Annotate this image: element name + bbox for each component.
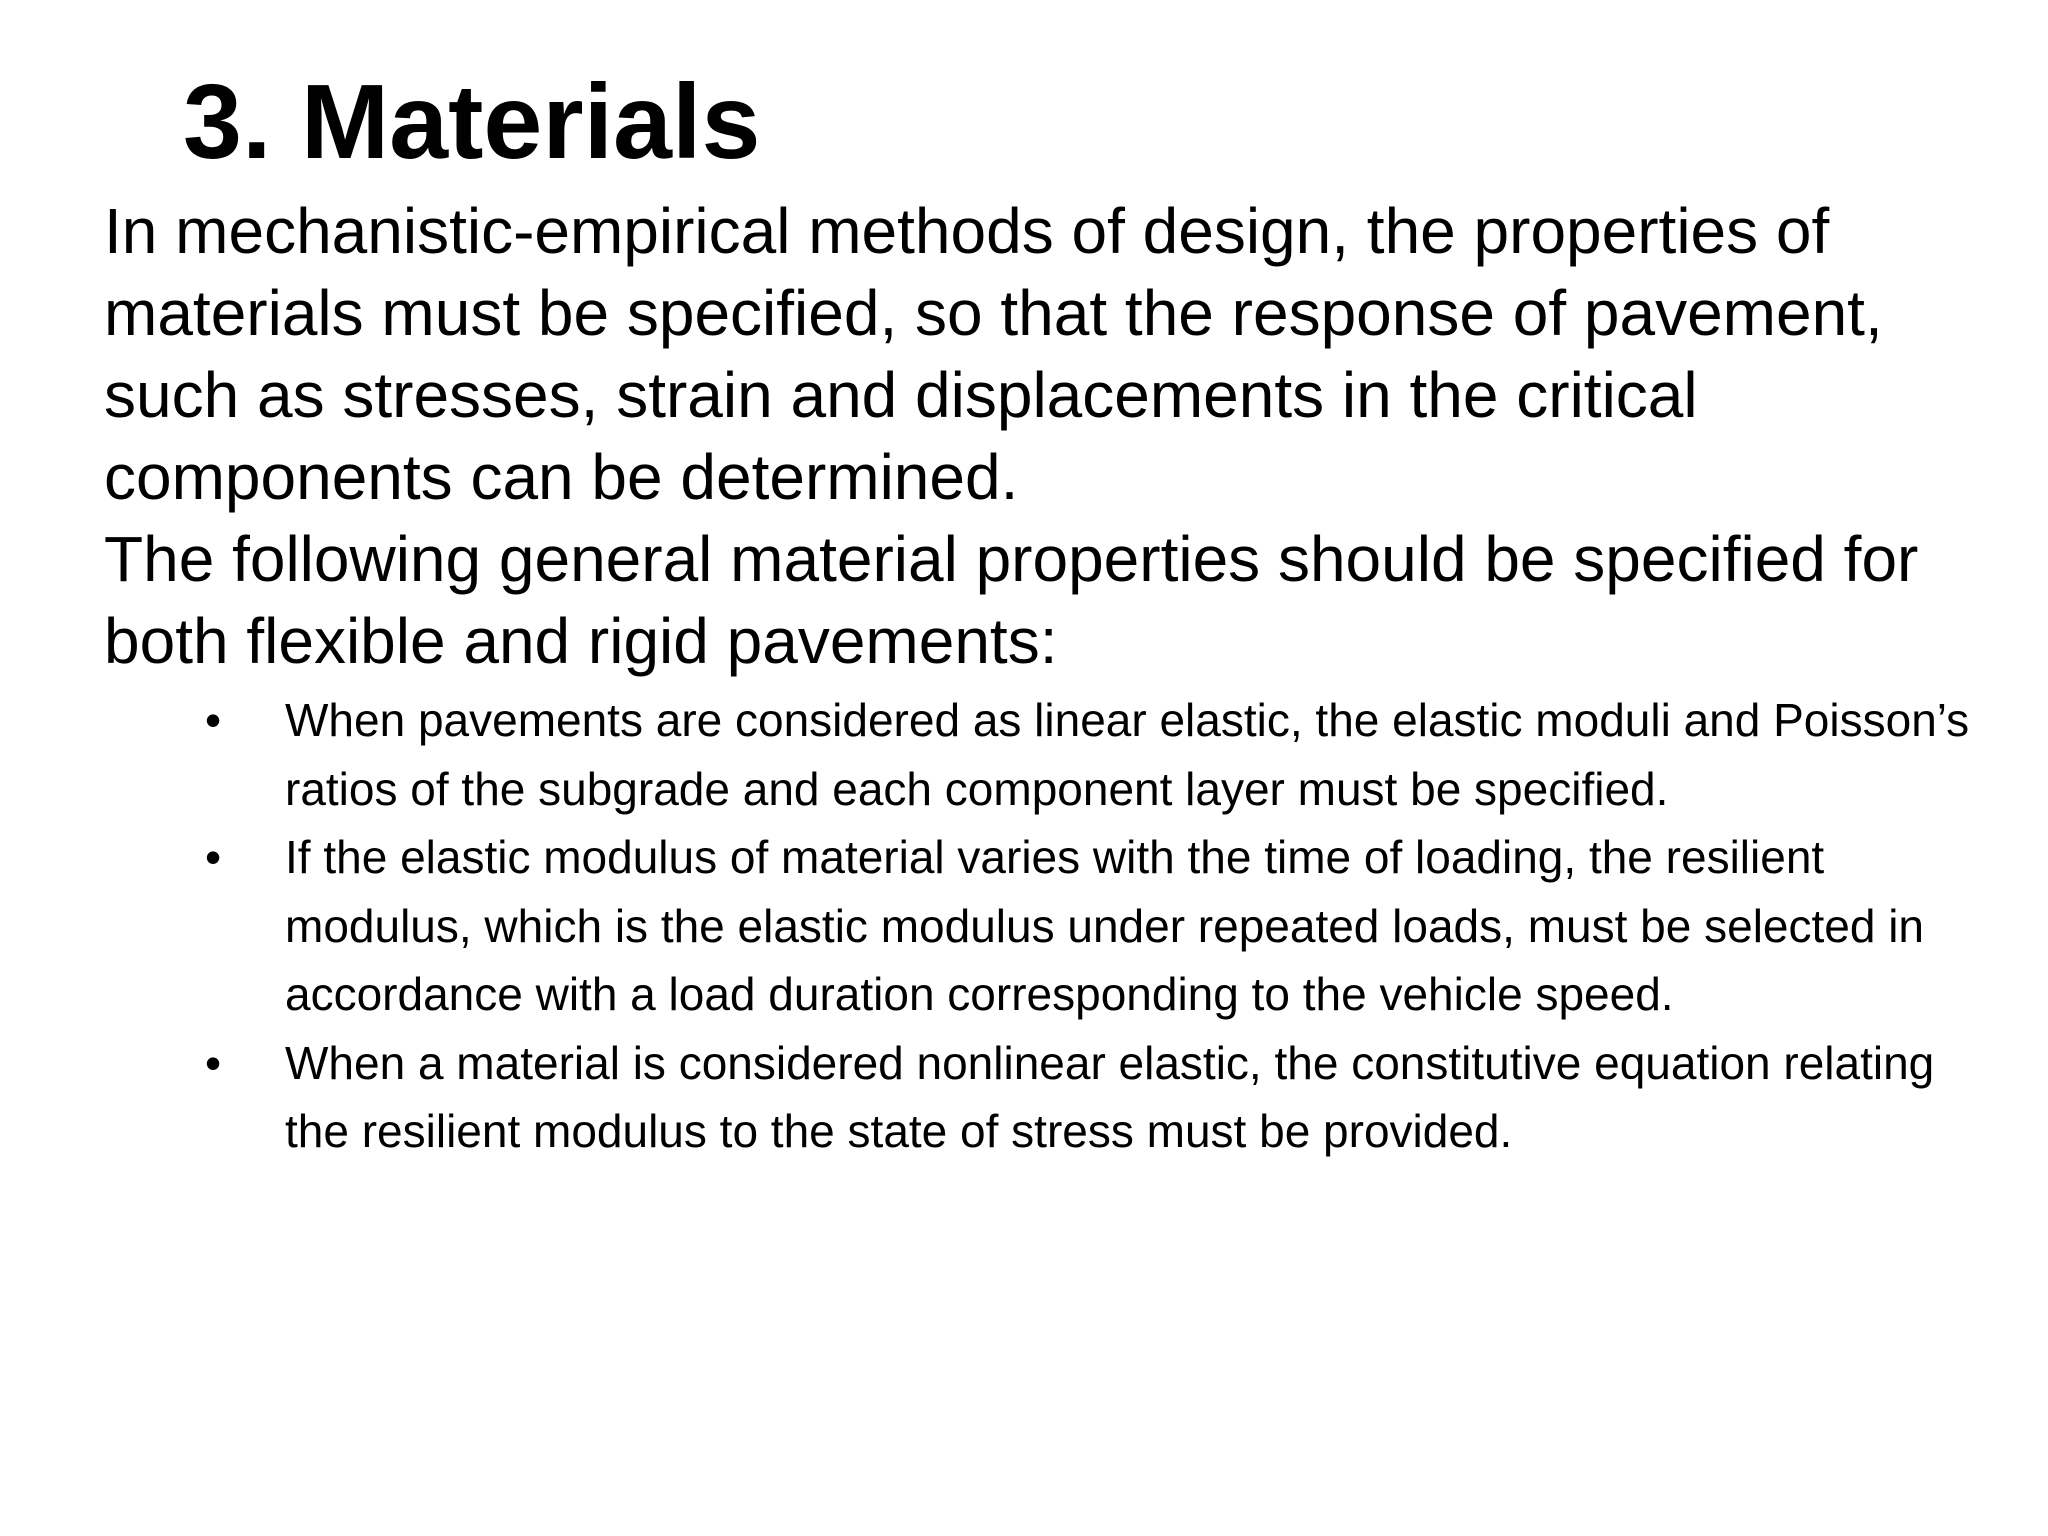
bullet-text: If the elastic modulus of material varies with the time of loading, the resilient modulus, which is the elastic modulus under repeated loads, must be selected in accordance with a load duration corresponding to the vehicle speed.	[285, 831, 1925, 1020]
bullet-item	[0, 1029, 2048, 1166]
bullet-item	[0, 686, 2048, 823]
intro-paragraph-2: The following general material properties should be specified for both flexible and rigid pavements:	[104, 523, 1919, 677]
intro-text	[104, 190, 2024, 682]
bullet-icon: •	[205, 831, 222, 883]
intro-paragraph-1: In mechanistic-empirical methods of design, the properties of materials must be specified, so that the response of pavement, such as stresses, strain and displacements in the critical components can be determined.	[104, 195, 1883, 513]
bullet-item	[0, 823, 2048, 1029]
slide-title: 3. Materials	[183, 63, 761, 181]
bullet-icon: •	[205, 1036, 222, 1089]
bullet-text: When a material is considered nonlinear elastic, the constitutive equation relating the resilient modulus to the state of stress must be provided.	[285, 1036, 1935, 1157]
bullet-icon: •	[205, 694, 222, 746]
bullet-text: When pavements are considered as linear elastic, the elastic moduli and Poisson’s ratios of the subgrade and each component layer must be specified.	[285, 694, 1970, 815]
bullet-list	[0, 686, 2048, 1166]
